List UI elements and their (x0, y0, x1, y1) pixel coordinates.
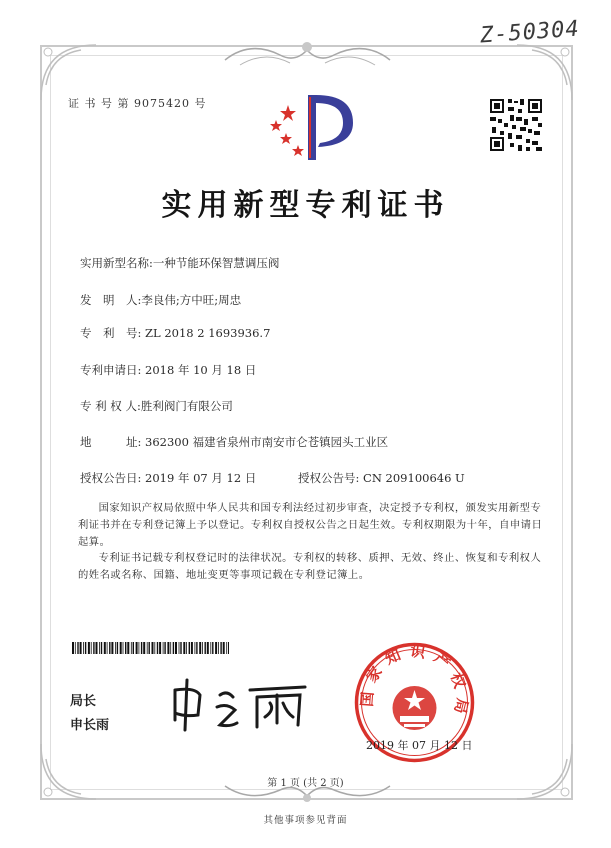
top-ornament (220, 35, 395, 71)
field-value: CN 209100646 U (363, 471, 465, 485)
field-label: 专 利 号: (80, 326, 142, 340)
corner-ornament-bottom-right (507, 734, 577, 804)
field-value: ZL 2018 2 1693936.7 (145, 326, 271, 340)
body-paragraph-2: 专利证书记载专利权登记时的法律状况。专利权的转移、质押、无效、终止、恢复和专利权人的姓名或名称、国籍、地址变更等事项记载在专利登记簿上。 (78, 552, 542, 581)
field-label: 授权公告号: (298, 471, 360, 485)
field-patent-number (80, 325, 270, 341)
issue-date: 2019 年 07 月 12 日 (366, 739, 473, 752)
certificate-title: 实用新型专利证书 (161, 188, 450, 223)
certificate-number: 证 书 号 第 9075420 号 (68, 97, 207, 110)
seal-text: 国家知识产权局 (357, 641, 472, 724)
qr-code-icon (488, 97, 544, 153)
field-patentee (80, 398, 233, 414)
field-label: 发 明 人: (80, 293, 142, 307)
field-grant-number (298, 470, 465, 486)
field-value: 一种节能环保智慧调压阀 (152, 256, 280, 270)
field-value: 胜利阀门有限公司 (140, 399, 233, 413)
field-address (80, 434, 388, 450)
field-inventor (80, 292, 241, 308)
body-paragraph-1: 国家知识产权局依照中华人民共和国专利法经过初步审查，决定授予专利权，颁发实用新型专利证书并在专利登记簿上予以登记。专利权自授权公告之日起生效。专利权期限为十年，自申请日起算。 (78, 502, 543, 548)
field-label: 地 址: (80, 435, 142, 449)
field-filing-date (80, 362, 256, 378)
cnipa-emblem-icon (258, 85, 368, 170)
footer-note: 其他事项参见背面 (263, 815, 348, 826)
field-value: 2019 年 07 月 12 日 (145, 471, 257, 485)
handwritten-note: Z-50304 (479, 16, 581, 49)
field-label: 授权公告日: (80, 471, 142, 485)
page-number: 第 1 页 (共 2 页) (267, 778, 344, 789)
field-grant-date (80, 470, 256, 486)
field-value: 2018 年 10 月 18 日 (145, 363, 257, 377)
field-utility-model-name (80, 255, 279, 271)
field-label: 专 利 权 人: (80, 399, 141, 413)
field-value: 362300 福建省泉州市南安市仑苍镇园头工业区 (145, 435, 389, 449)
signature-name: 申长雨 (70, 718, 110, 733)
field-value: 李良伟;方中旺;周忠 (141, 293, 242, 307)
signature-title: 局长 (70, 694, 97, 709)
corner-ornament-bottom-left (36, 734, 106, 804)
barcode-icon (72, 642, 229, 654)
field-label: 专利申请日: (80, 363, 142, 377)
field-label: 实用新型名称: (80, 256, 153, 270)
handwritten-signature-icon (165, 675, 315, 735)
